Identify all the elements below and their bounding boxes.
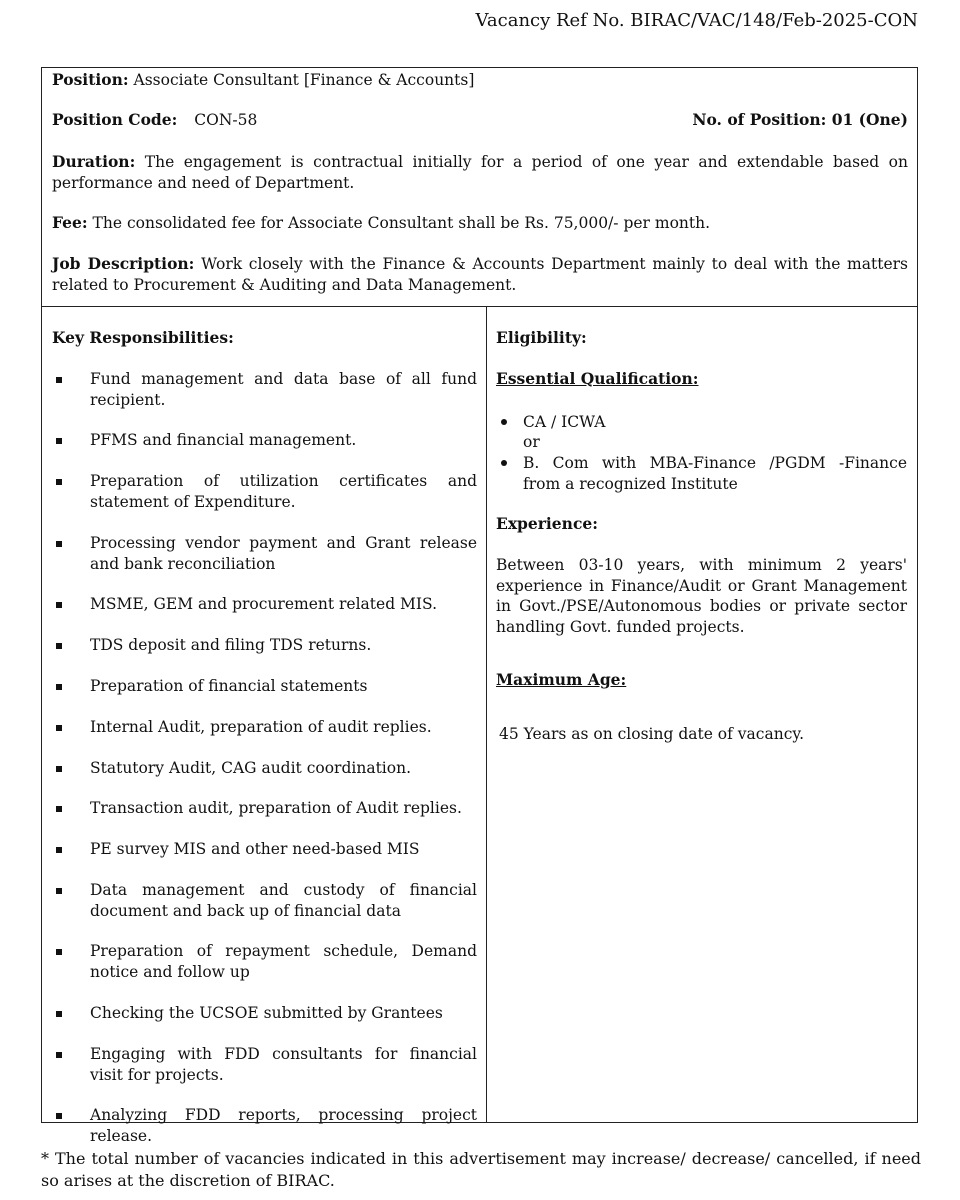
bullet-icon [56,806,62,812]
eligibility-heading: Eligibility: [496,328,587,347]
vacancy-ref: Vacancy Ref No. BIRAC/VAC/148/Feb-2025-CON [475,10,918,31]
job-description-value: Work closely with the Finance & Accounts Department mainly to deal with the matters related to Procurement & Auditing and Data Management. [52,255,908,294]
qualification-heading: Essential Qualification: [496,369,699,388]
duration-value: The engagement is contractual initially for a period of one year and extendable based on performance and need of Department. [52,153,908,192]
duration-label: Duration: [52,152,136,171]
eligibility-column [487,307,917,1122]
num-positions-label: No. of Position: [692,110,827,129]
bullet-icon [56,1113,62,1119]
bullet-icon [56,602,62,608]
position-code-value: CON-58 [194,111,258,129]
bullet-icon [56,643,62,649]
bullet-icon [56,684,62,690]
footnote: * The total number of vacancies indicated in this advertisement may increase/ decrease/ cancelled, if need so arises at the discretion of BIRAC. [41,1149,921,1190]
responsibilities-column: Key Responsibilities: Fund management and data base of all fund recipient. PFMS and financial management. Preparation of utilization certificates and statement of Expenditure. Processing vendor payment and Grant release and bank reconciliation MSME, GEM and procurement related MIS. TDS deposit and filing TDS returns. Preparation of financial statements Internal Audit, preparation of audit replies. Statutory Audit, CAG audit coordination. Transaction audit, preparation of Audit replies. PE survey MIS and other need-based MIS Data management and custody of financial document and back up of financial data Preparation of repayment schedule, Demand notice and follow up Checking the UCSOE submitted by Grantees Engaging with FDD consultants for financial visit for projects. Analyzing FDD reports, processing project release. [42,307,487,1122]
bullet-icon [501,419,507,425]
position-code-label: Position Code: [52,110,178,129]
position-line [52,70,908,91]
qualification-or: or [523,433,540,451]
bullet-icon [56,377,62,383]
bullet-icon [56,888,62,894]
bullet-icon [56,725,62,731]
max-age-text: 45 Years as on closing date of vacancy. [499,725,805,743]
bullet-icon [56,847,62,853]
fee-label: Fee: [52,213,88,232]
fee-value: The consolidated fee for Associate Consultant shall be Rs. 75,000/- per month. [92,214,711,232]
bullet-icon [56,1011,62,1017]
position-value: Associate Consultant [Finance & Accounts] [133,71,475,89]
duration-line [52,152,908,193]
max-age-heading: Maximum Age: [496,670,627,689]
num-positions [692,110,908,131]
responsibilities-heading: Key Responsibilities: [52,328,234,347]
bullet-icon [56,1052,62,1058]
job-description-label: Job Description: [52,254,195,273]
bullet-icon [56,541,62,547]
position-code-line [52,110,908,131]
vacancy-table [41,67,918,1145]
position-summary [42,68,917,307]
qualification-1: CA / ICWA [523,413,606,431]
bullet-icon [56,949,62,955]
experience-heading: Experience: [496,514,598,533]
fee-line [52,213,908,234]
qualification-2: B. Com with MBA-Finance /PGDM -Finance from a recognized Institute [523,454,907,493]
experience-text: Between 03-10 years, with minimum 2 years' experience in Finance/Audit or Grant Management in Govt./PSE/Autonomous bodies or private sector handling Govt. funded projects. [496,556,907,636]
position-label: Position: [52,70,129,89]
bullet-icon [56,479,62,485]
bullet-icon [56,766,62,772]
num-positions-value: 01 (One) [831,110,908,129]
bullet-icon [56,438,62,444]
bullet-icon [501,460,507,466]
job-description-line [52,254,908,295]
